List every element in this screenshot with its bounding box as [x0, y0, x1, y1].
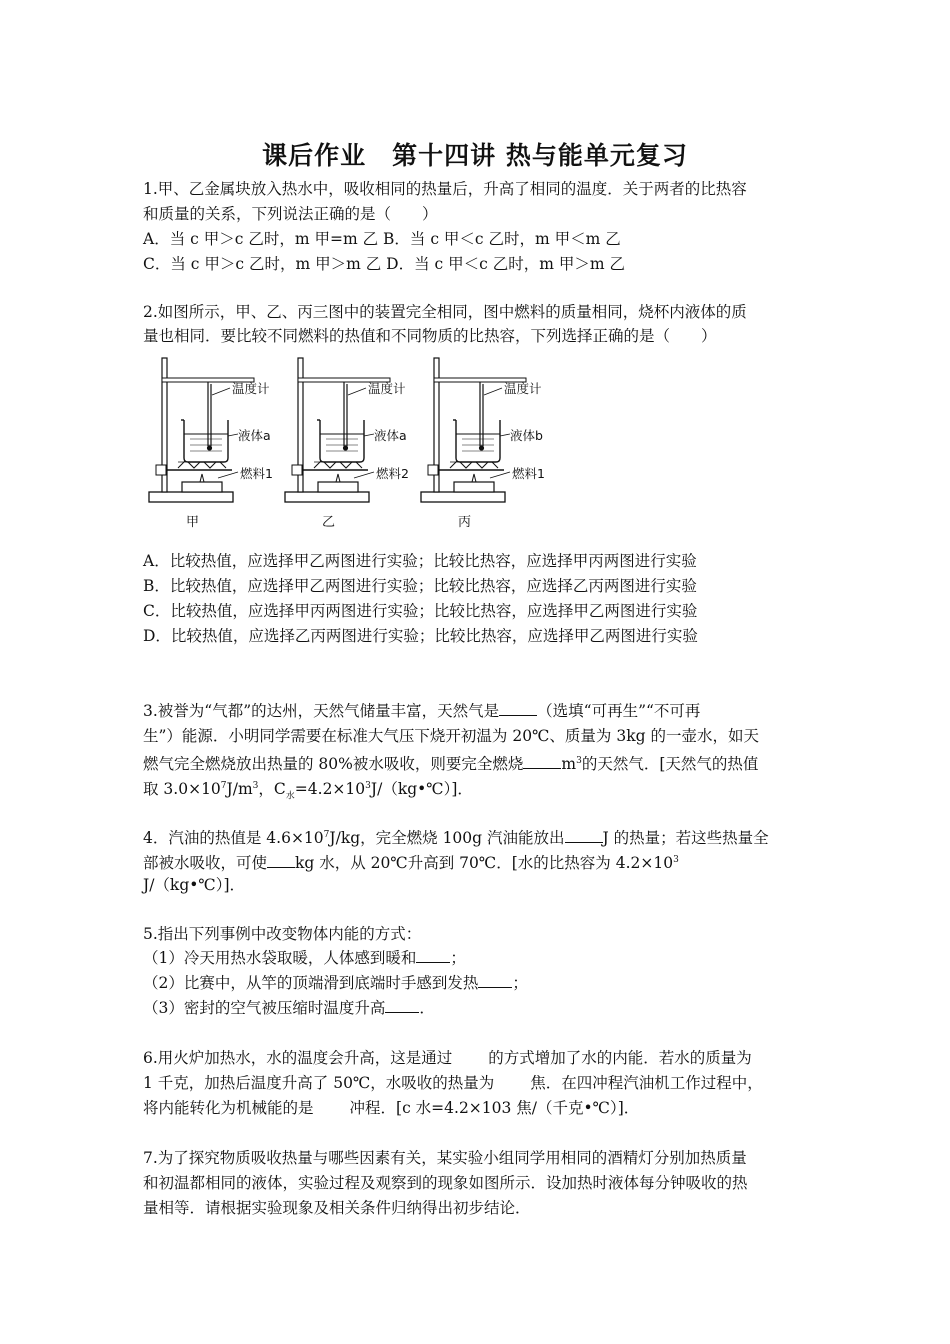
q5-item-2: （2）比赛中，从竿的顶端滑到底端时手感到发热 ； [143, 974, 528, 992]
q3-line-1: 3.被誉为“气都”的达州，天然气储量丰富，天然气是 （选填“可再生”“不可再 [143, 702, 701, 720]
q2-apparatus-svg [140, 350, 560, 536]
q5-blank-2 [478, 973, 512, 988]
apparatus-yi [285, 358, 409, 530]
q4-line-1: 4．汽油的热值是 $4.6\times 10^7J/kg$，完全燃烧 100g 汽油能放出 J 的热量；若这些热量全 [143, 829, 769, 848]
q6-line-3: 将内能转化为机械能的是 冲程．[c 水=4.2×103 焦/（千克•℃）]． [143, 1099, 640, 1117]
q4-blank-2 [267, 853, 295, 868]
q2-stem-line-2: 量也相同．要比较不同燃料的热值和不同物质的比热容，下列选择正确的是（ ） [143, 327, 717, 345]
q2-stem-line-1: 2.如图所示，甲、乙、丙三图中的装置完全相同，图中燃料的质量相同，烧杯内液体的质 [143, 303, 747, 321]
q2-apparatus-figure [140, 350, 560, 536]
q3-blank-2 [523, 754, 561, 769]
q4-line-2: 部被水吸收，可使 kg 水，从 20℃升高到 70℃．[水的比热容为 $4.2\times 10^3$ [143, 854, 679, 873]
q2-option-a: A．比较热值，应选择甲乙两图进行实验；比较比热容，应选择甲丙两图进行实验 [143, 552, 697, 570]
apparatus-jia [149, 358, 273, 530]
apparatus-bing [421, 358, 545, 530]
q4-line-3: J/（kg•℃）]． [143, 876, 246, 894]
caption-bing: 丙 [458, 515, 472, 530]
fuel-label-jia: 燃料1 [240, 466, 273, 481]
q3-line-3: 燃气完全燃烧放出热量的 80%被水吸收，则要完全燃烧 $m^3$的天然气．[天然气的热值 [143, 755, 759, 774]
q2-option-c: C．比较热值，应选择甲丙两图进行实验；比较比热容，应选择甲乙两图进行实验 [143, 602, 698, 620]
q2-option-b: B．比较热值，应选择甲乙两图进行实验；比较比热容，应选择乙丙两图进行实验 [143, 577, 697, 595]
q7-line-1: 7.为了探究物质吸收热量与哪些因素有关，某实验小组同学用相同的酒精灯分别加热质量 [143, 1149, 747, 1167]
q5-stem: 5.指出下列事例中改变物体内能的方式： [143, 925, 422, 943]
liquid-label-yi: 液体a [374, 428, 407, 443]
q7-line-3: 量相等．请根据实验现象及相关条件归纳得出初步结论． [143, 1199, 531, 1217]
liquid-label-jia: 液体a [238, 428, 271, 443]
q5-blank-3 [385, 998, 419, 1013]
q6-line-2: 1 千克，加热后温度升高了 50℃，水吸收的热量为 焦．在四冲程汽油机工作过程中， [143, 1074, 763, 1092]
q3-line-4: 取 $3.0\times 10^7J/m^3$，$C_水=4.2\times 10^3J/(kg•℃)$]． [143, 780, 473, 802]
q7-line-2: 和初温都相同的液体，实验过程及观察到的现象如图所示．设加热时液体每分钟吸收的热 [143, 1174, 748, 1192]
thermometer-label: 温度计 [504, 381, 542, 396]
q6-line-1: 6.用火炉加热水，水的温度会升高，这是通过 的方式增加了水的内能．若水的质量为 [143, 1049, 752, 1067]
q5-blank-1 [416, 948, 450, 963]
fuel-label-yi: 燃料2 [376, 466, 409, 481]
thermometer-label: 温度计 [232, 381, 270, 396]
fuel-label-bing: 燃料1 [512, 466, 545, 481]
q1-stem-line-1: 1.甲、乙金属块放入热水中，吸收相同的热量后，升高了相同的温度．关于两者的比热容 [143, 180, 747, 198]
page-title: 课后作业 第十四讲 热与能单元复习 [262, 141, 688, 170]
q5-item-3: （3）密封的空气被压缩时温度升高 ． [143, 999, 435, 1017]
caption-yi: 乙 [322, 515, 336, 530]
q3-line-2: 生”）能源．小明同学需要在标准大气压下烧开初温为 20℃、质量为 3kg 的一壶水，如天 [143, 727, 759, 745]
q5-item-1: （1）冷天用热水袋取暖，人体感到暖和 ； [143, 949, 466, 967]
q1-options-cd: C．当 c 甲＞c 乙时，m 甲＞m 乙 D．当 c 甲＜c 乙时，m 甲＞m 乙 [143, 255, 626, 273]
caption-jia: 甲 [186, 515, 200, 530]
q1-stem-line-2: 和质量的关系，下列说法正确的是（ ） [143, 205, 438, 223]
q4-blank-1 [565, 828, 603, 843]
liquid-label-bing: 液体b [510, 428, 543, 443]
thermometer-label: 温度计 [368, 381, 406, 396]
q1-options-ab: A．当 c 甲＞c 乙时，m 甲=m 乙 B．当 c 甲＜c 乙时，m 甲＜m 乙 [143, 230, 621, 248]
q3-blank-1 [499, 701, 537, 716]
q2-option-d: D．比较热值，应选择乙丙两图进行实验；比较比热容，应选择甲乙两图进行实验 [143, 627, 698, 645]
